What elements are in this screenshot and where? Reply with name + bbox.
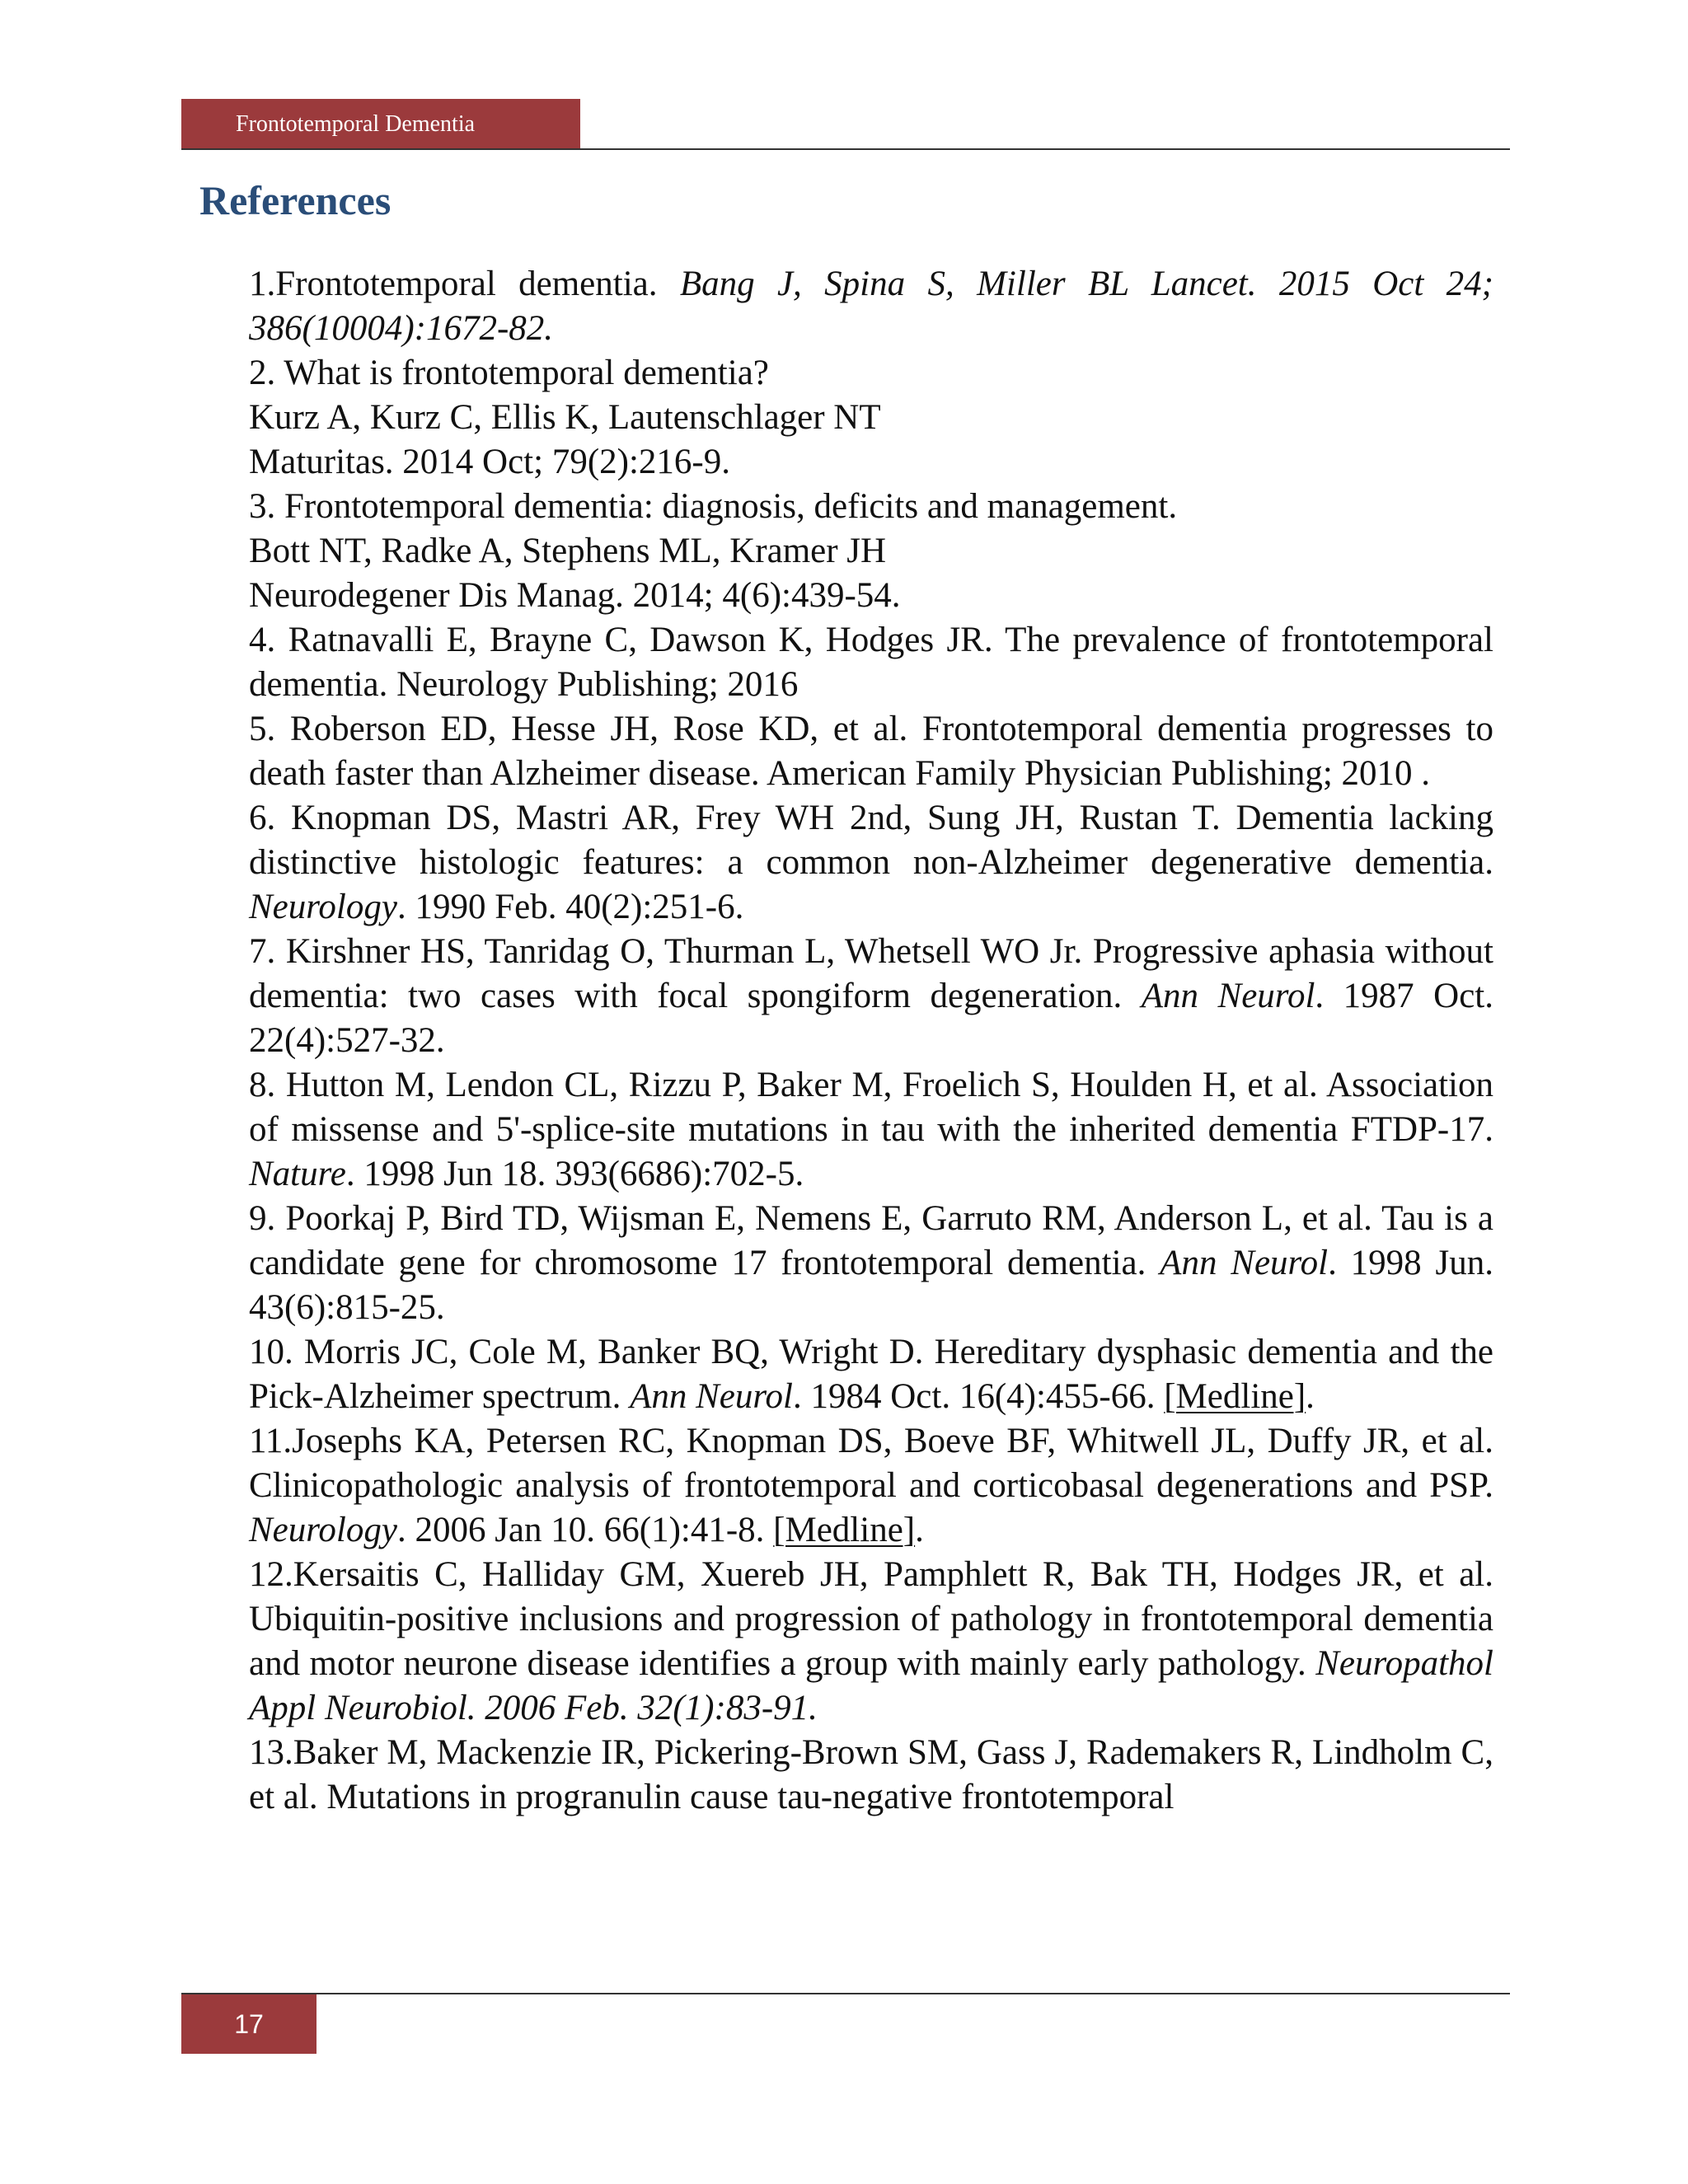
citation-text: 6. Knopman DS, Mastri AR, Frey WH 2nd, Sung JH, Rustan T. Dementia lacking distinctive histologic features: a common non-Alzheimer degenerative dementia. [249, 799, 1493, 882]
reference-item [249, 574, 1493, 618]
citation-italic: Ann Neurol [1141, 977, 1315, 1015]
citation-text: 4. Ratnavalli E, Brayne C, Dawson K, Hodges JR. The prevalence of frontotemporal dementia. Neurology Publishing; 2016 [249, 621, 1493, 704]
citation-text: 2. What is frontotemporal dementia? [249, 354, 769, 392]
citation-text: 12.Kersaitis C, Halliday GM, Xuereb JH, Pamphlett R, Bak TH, Hodges JR, et al. Ubiquitin-positive inclusions and progression of pathology in frontotemporal dementia and motor neurone disease identifies a group with mainly early pathology. [249, 1555, 1493, 1683]
citation-text: . 1998 Jun. 43(6):815-25. [249, 1244, 1493, 1327]
citation-italic: Ann Neurol [630, 1377, 793, 1416]
header-rule [181, 148, 1510, 150]
medline-link[interactable]: [Medline] [773, 1511, 916, 1549]
citation-italic: Neurology [249, 888, 397, 926]
citation-text: 3. Frontotemporal dementia: diagnosis, deficits and management. [249, 487, 1178, 526]
reference-item [249, 1419, 1493, 1553]
reference-item [249, 1330, 1493, 1419]
citation-text: 1.Frontotemporal dementia. [249, 265, 680, 303]
page-number-tab [181, 1994, 316, 2054]
reference-item [249, 1197, 1493, 1330]
reference-item [249, 529, 1493, 574]
citation-text: Kurz A, Kurz C, Ellis K, Lautenschlager NT [249, 398, 881, 437]
citation-text: . 1998 Jun 18. 393(6686):702-5. [345, 1155, 804, 1193]
reference-item [249, 351, 1493, 396]
citation-italic: Bang J, Spina S, Miller BL Lancet. 2015 Oct 24; 386(10004):1672-82. [249, 265, 1493, 348]
citation-italic: Nature [249, 1155, 346, 1193]
reference-item [249, 485, 1493, 529]
reference-item [249, 707, 1493, 796]
citation-text: . 1987 Oct. 22(4):527-32. [249, 977, 1493, 1060]
reference-list [249, 262, 1493, 1820]
citation-italic: Ann Neurol [1160, 1244, 1329, 1282]
citation-text: 9. Poorkaj P, Bird TD, Wijsman E, Nemens E, Garruto RM, Anderson L, et al. Tau is a candidate gene for chromosome 17 frontotemporal dementia. [249, 1199, 1493, 1282]
reference-item [249, 262, 1493, 351]
reference-item [249, 618, 1493, 707]
citation-text: 7. Kirshner HS, Tanridag O, Thurman L, Whetsell WO Jr. Progressive aphasia without dementia: two cases with focal spongiform degeneration. [249, 932, 1493, 1015]
page-number: 17 [234, 2008, 264, 2039]
section-heading: References [199, 177, 392, 223]
citation-text: Bott NT, Radke A, Stephens ML, Kramer JH [249, 532, 887, 570]
citation-text: 8. Hutton M, Lendon CL, Rizzu P, Baker M, Froelich S, Houlden H, et al. Association of missense and 5'-splice-site mutations in tau with the inherited dementia FTDP-17. [249, 1066, 1493, 1149]
citation-text: . 1984 Oct. 16(4):455-66. [792, 1377, 1165, 1416]
citation-text: 13.Baker M, Mackenzie IR, Pickering-Brown SM, Gass J, Rademakers R, Lindholm C, et al. Mutations in progranulin cause tau-negative frontotemporal [249, 1733, 1493, 1816]
reference-item [249, 1553, 1493, 1731]
citation-text: Maturitas. 2014 Oct; 79(2):216-9. [249, 443, 730, 481]
citation-italic: Neurology [249, 1511, 397, 1549]
reference-item [249, 396, 1493, 440]
reference-item [249, 1063, 1493, 1197]
running-header [181, 99, 580, 150]
citation-text: . 1990 Feb. 40(2):251-6. [396, 888, 744, 926]
citation-text: Neurodegener Dis Manag. 2014; 4(6):439-54. [249, 576, 901, 615]
citation-text: . 2006 Jan 10. 66(1):41-8. [396, 1511, 774, 1549]
citation-text: . [1306, 1377, 1315, 1416]
reference-item [249, 1731, 1493, 1820]
reference-item [249, 440, 1493, 485]
reference-item [249, 930, 1493, 1063]
citation-italic: Neuropathol Appl Neurobiol. 2006 Feb. 32(1):83-91. [249, 1644, 1493, 1727]
reference-item [249, 796, 1493, 930]
citation-text: 10. Morris JC, Cole M, Banker BQ, Wright D. Hereditary dysphasic dementia and the Pick-Alzheimer spectrum. [249, 1333, 1493, 1416]
running-header-title: Frontotemporal Dementia [236, 111, 476, 137]
citation-text: 5. Roberson ED, Hesse JH, Rose KD, et al. Frontotemporal dementia progresses to death faster than Alzheimer disease. American Family Physician Publishing; 2010 . [249, 710, 1493, 793]
citation-text: 11.Josephs KA, Petersen RC, Knopman DS, Boeve BF, Whitwell JL, Duffy JR, et al. Clinicopathologic analysis of frontotemporal and corticobasal degenerations and PSP. [249, 1422, 1493, 1505]
citation-text: . [915, 1511, 924, 1549]
footer-rule [181, 1993, 1510, 1994]
medline-link[interactable]: [Medline] [1164, 1377, 1306, 1416]
